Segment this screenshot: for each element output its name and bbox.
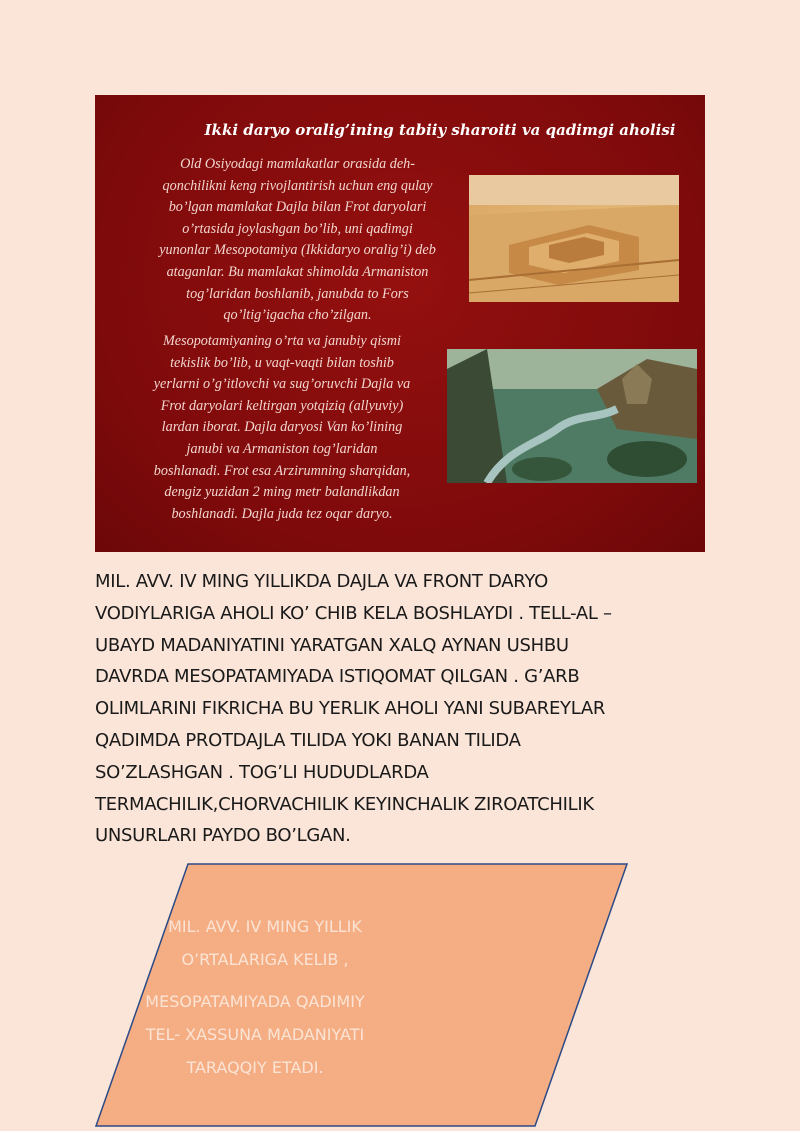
body-line: DAVRDA MESOPATAMIYADA ISTIQOMAT QILGAN . G’ARB [95,666,580,688]
body-line: UBAYD MADANIYATINI YARATGAN XALQ AYNAN USHBU [95,634,569,656]
slide-p2-line: tekislik bo’lib, u vaqt-vaqti bilan toshib [170,354,394,371]
slide-p2-line: Mesopotamiyaning o’rta va janubiy qismi [162,333,401,349]
slide-p2-line: yerlarni o’g’itlovchi va sug’oruvchi Dajla va [153,376,411,393]
body-line: UNSURLARI PAYDO BO’LGAN. [95,825,351,847]
shape-line: MIL. AVV. IV MING YILLIK [168,917,362,936]
slide-p1-line: ataganlar. Bu mamlakat shimolda Armaniston [166,263,429,280]
slide-p1-line: Old Osiyodagi mamlakatlar orasida deh- [180,156,415,172]
body-line: OLIMLARINI FIKRICHA BU YERLIK AHOLI YANI SUBAREYLAR [95,698,606,720]
slide-p2-line: lardan iborat. Dajla daryosi Van ko’lining [161,419,403,436]
body-line: VODIYLARIGA AHOLI KO’ CHIB KELA BOSHLAYDI . TELL-AL – [95,602,612,624]
slide-p1-line: qo’ltig’igacha cho’zilgan. [223,307,372,324]
shape-line: TEL- XASSUNA MADANIYATI [145,1025,365,1044]
body-line: SO’ZLASHGAN . TOG’LI HUDUDLARDA [95,761,429,783]
slide-p1-line: tog’laridan boshlanib, janubda to Fors [186,285,409,302]
shape-text-top [120,910,410,976]
slide-p1-line: yunonlar Mesopotamiya (Ikkidaryo oralig’i) deb [159,242,436,259]
slide-p2-line: janubi va Armaniston tog’laridan [186,440,378,457]
body-line: QADIMDA PROTDAJLA TILIDA YOKI BANAN TILIDA [95,729,521,751]
slide-p1-line: qonchilikni keng rivojlantirish uchun eng qulay [162,177,433,194]
slide-p1-line: bo’lgan mamlakat Dajla bilan Frot daryolari [168,199,427,216]
shape-line: TARAQQIY ETADI. [186,1058,324,1077]
body-line: MIL. AVV. IV MING YILLIKDA DAJLA VA FRONT DARYO [95,571,548,592]
slide-title: Ikki daryo oralig’ining tabiiy sharoiti va qadimgi aholisi [204,121,676,139]
slide-p2-line: boshlanadi. Frot esa Arzirumning sharqidan, [153,462,411,479]
slide-p2-line: Frot daryolari keltirgan yotqiziq (allyuviy) [160,397,404,414]
slide-p2-line: dengiz yuzidan 2 ming metr balandlikdan [164,484,400,501]
slide-p2-line: boshlanadi. Dajla juda tez oqar daryo. [171,505,393,522]
slide-p1-line: o’rtasida joylashgan bo’lib, uni qadimgi [182,220,413,237]
shape-text-bottom [110,985,400,1084]
shape-line: O’RTALARIGA KELIB , [181,950,349,969]
body-line: TERMACHILIK,CHORVACHILIK KEYINCHALIK ZIROATCHILIK [95,793,594,815]
shape-line: MESOPATAMIYADA QADIMIY [145,992,365,1011]
